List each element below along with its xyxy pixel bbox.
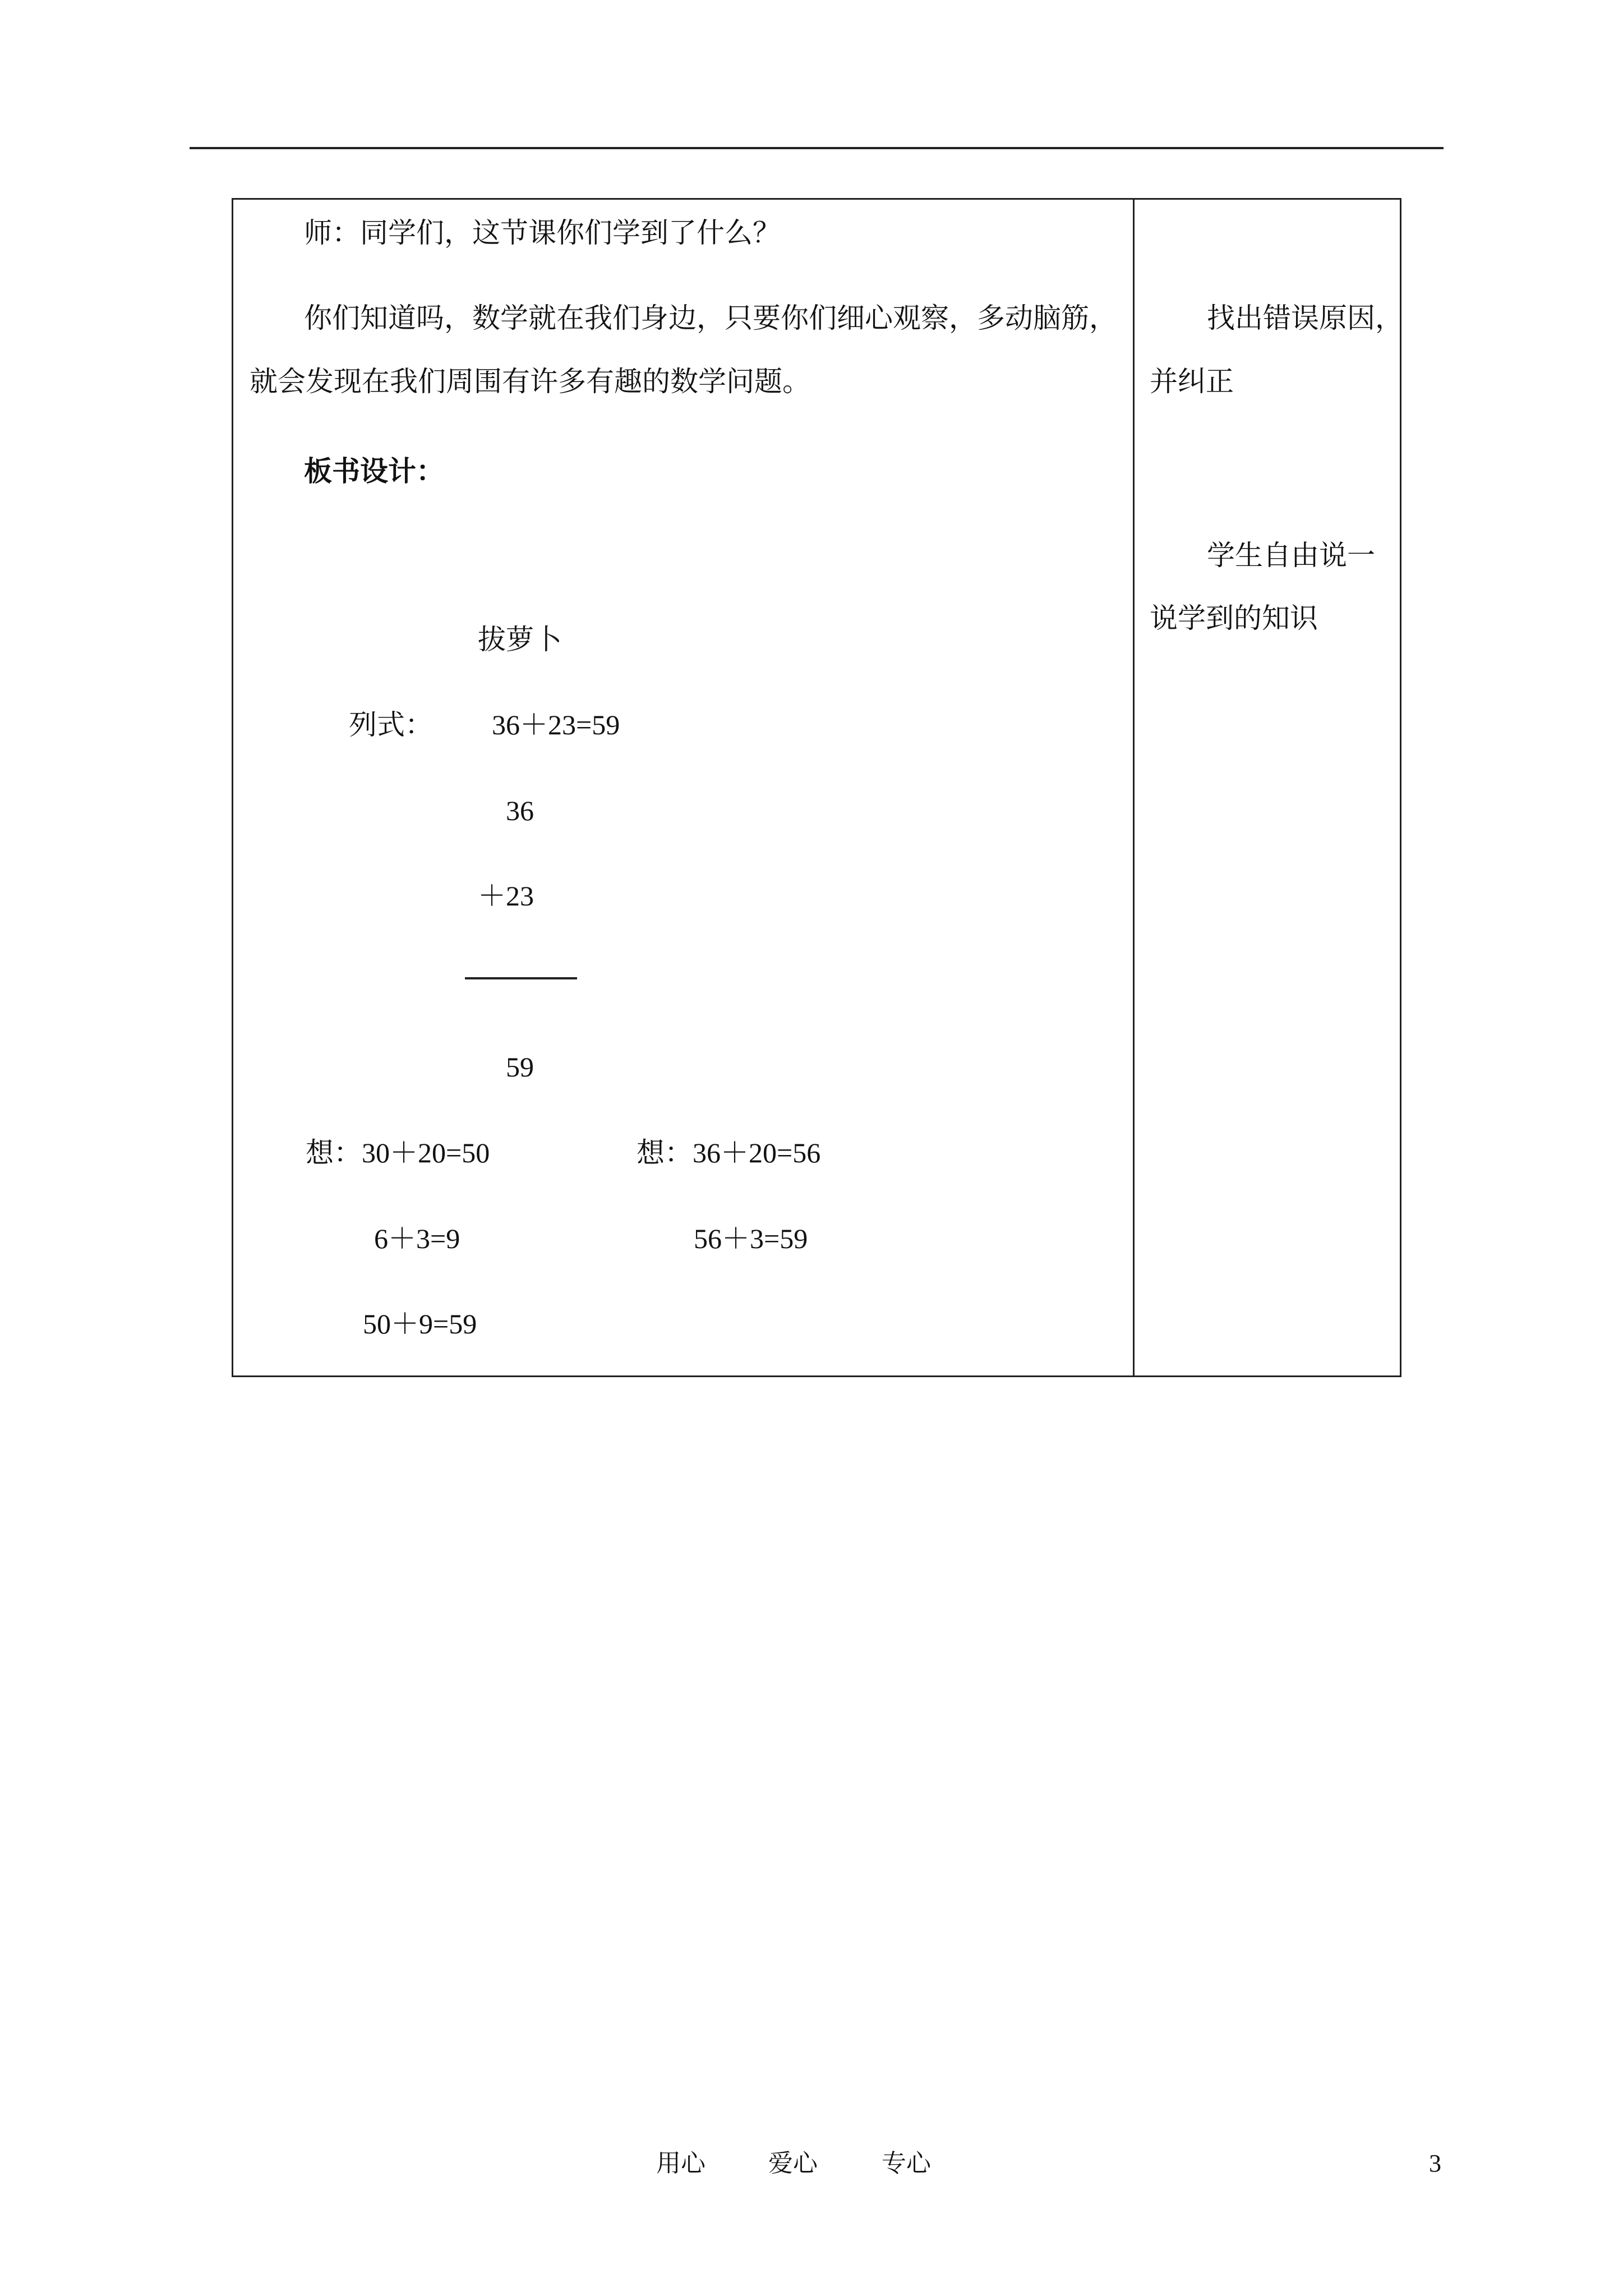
board-design-heading: 板书设计：	[304, 454, 444, 487]
formula-label: 列式：	[349, 708, 433, 741]
summary-paragraph-line-1: 你们知道吗，数学就在我们身边，只要你们细心观察，多动脑筋，	[304, 302, 1117, 334]
think-method-b-step-2: 56＋3=59	[694, 1223, 808, 1254]
teacher-question: 师：同学们，这节课你们学到了什么？	[304, 217, 781, 249]
vertical-addend-top: 36	[506, 795, 534, 826]
page-number: 3	[1429, 2150, 1441, 2177]
vertical-result: 59	[506, 1051, 534, 1083]
footer-motto-1: 用心	[656, 2149, 706, 2178]
summary-paragraph-line-2: 就会发现在我们周围有许多有趣的数学问题。	[250, 365, 810, 398]
vertical-sum-line	[465, 977, 577, 979]
footer-motto-2: 爱心	[768, 2149, 818, 2178]
note-students-speak-line-1: 学生自由说一	[1207, 539, 1375, 572]
think-method-a-step-3: 50＋9=59	[363, 1308, 477, 1340]
note-find-error-line-1: 找出错误原因，	[1207, 302, 1403, 334]
formula: 36＋23=59	[492, 709, 620, 740]
note-students-speak-line-2: 说学到的知识	[1150, 602, 1318, 634]
footer-motto-3: 专心	[882, 2149, 931, 2178]
think-method-b-step-1: 想：36＋20=56	[637, 1137, 821, 1168]
vertical-addend-bottom: ＋23	[478, 880, 534, 912]
note-find-error-line-2: 并纠正	[1150, 365, 1234, 398]
header-rule	[190, 147, 1444, 149]
board-title: 拔萝卜	[478, 623, 562, 656]
think-method-a-step-2: 6＋3=9	[374, 1223, 460, 1254]
column-divider	[1133, 200, 1135, 1375]
think-method-a-step-1: 想：30＋20=50	[306, 1137, 490, 1168]
